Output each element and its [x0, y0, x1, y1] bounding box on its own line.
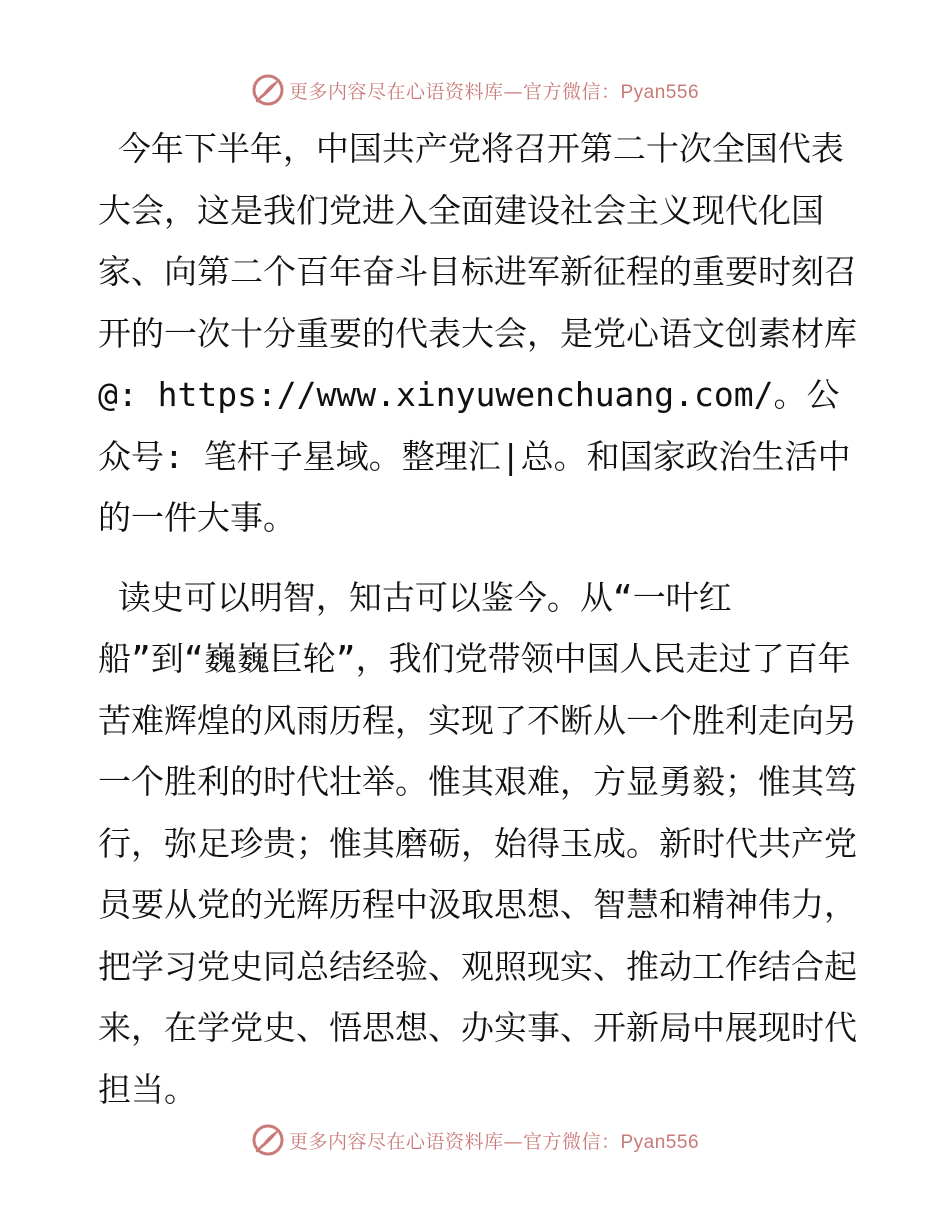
- paragraph-1: 今年下半年，中国共产党将召开第二十次全国代表大会，这是我们党进入全面建设社会主义现代化国家、向第二个百年奋斗目标进军新征程的重要时刻召开的一次十分重要的代表大会，是党心语文创素材库@: https://www.xinyuwenchuang.com/。公众号: 笔杆子星域。整理汇|总。和国家政治生活中的一件大事。: [98, 129, 857, 537]
- watermark-handle: Pyan556: [620, 81, 700, 103]
- paragraph-2: 读史可以明智，知古可以鉴今。从“一叶红 船”到“巍巍巨轮”，我们党带领中国人民走过了百年苦难辉煌的风雨历程，实现了不断从一个胜利走向另一个胜利的时代壮举。惟其艰难，方显勇毅；惟其笃行，弥足珍贵；惟其磨砺，始得玉成。新时代共产党员要从党的光辉历程中汲取思想、智慧和精神伟力，把学习党史同总结经验、观照现实、推动工作结合起来，在学党史、悟思想、办实事、开新局中展现时代担当。: [98, 577, 857, 1109]
- feather-circle-logo-icon: [251, 1123, 285, 1157]
- watermark-text: 更多内容尽在心语资料库—官方微信：Pyan556: [288, 80, 700, 103]
- watermark-handle: Pyan556: [620, 1131, 700, 1153]
- feather-circle-logo-icon: [251, 73, 285, 107]
- header-watermark: [0, 70, 950, 110]
- footer-watermark: [0, 1120, 950, 1160]
- watermark-text: 更多内容尽在心语资料库—官方微信：Pyan556: [288, 1130, 700, 1153]
- document-body: [98, 118, 858, 1120]
